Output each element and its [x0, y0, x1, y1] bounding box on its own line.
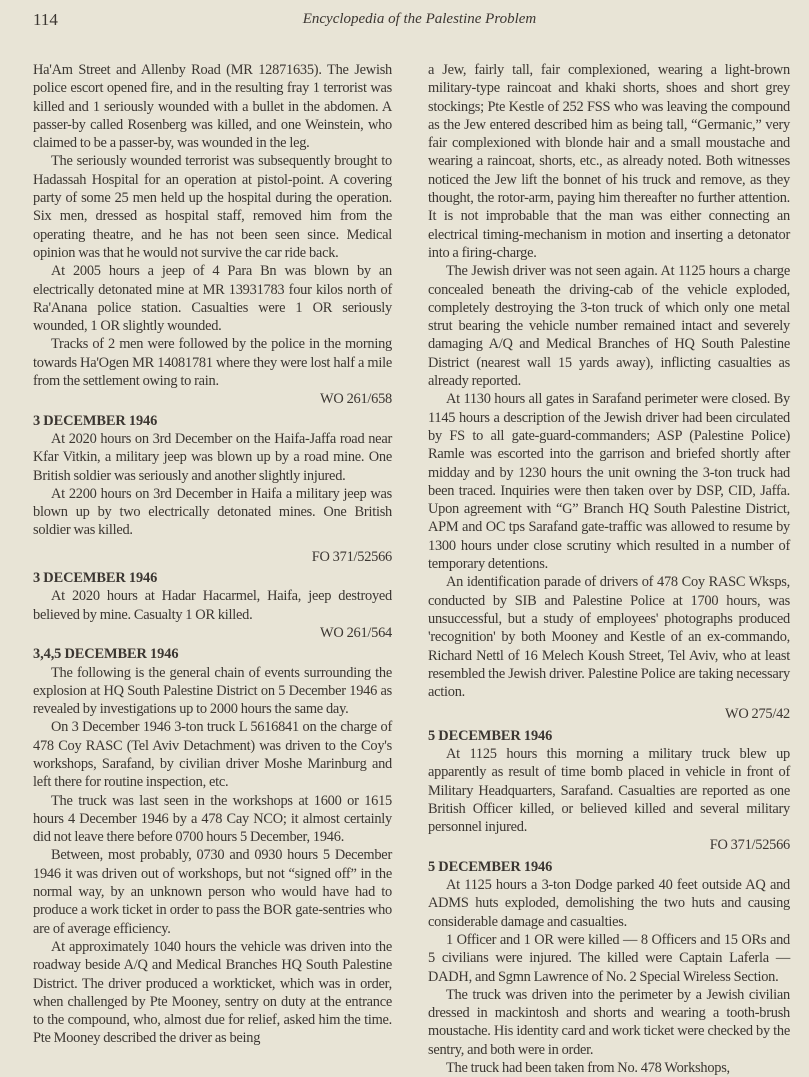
paragraph: Tracks of 2 men were followed by the police in the morning towards Ha'Ogen MR 14081781 where they were lost half a mile from the settlement owing to rain.	[33, 336, 392, 390]
paragraph: At 2020 hours at Hadar Hacarmel, Haifa, jeep destroyed believed by mine. Casualty 1 OR killed.	[33, 588, 392, 623]
paragraph: Ha'Am Street and Allenby Road (MR 12871635). The Jewish police escort opened fire, and in the resulting fray 1 terrorist was killed and 1 seriously wounded with a bullet in the abdomen. A passer-by called Rosenberg was killed, and one Weinstein, who claimed to be a passer-by, was wounded in the leg.	[33, 62, 392, 152]
source-reference: WO 261/658	[320, 391, 392, 408]
source-reference: FO 371/52566	[311, 548, 392, 565]
paragraph: An identification parade of drivers of 478 Coy RASC Wksps, conducted by SIB and Palestine Police at 1700 hours, was unsuccessful, but a study of employees' photographs produced 'recognition' by both Mooney and Kestle of an ex-commando, Richard Nettl of 16 Melech Koush Street, Tel Aviv, who at least resembled the Jewish driver. Palestine Police are taking necessary action.	[428, 574, 790, 701]
section-heading: 5 DECEMBER 1946	[428, 858, 553, 875]
section-heading: 3,4,5 DECEMBER 1946	[33, 646, 179, 663]
paragraph: The following is the general chain of events surrounding the explosion at HQ South Palestine District on 5 December 1946 as revealed by investigations up to 2000 hours the same day.	[33, 664, 392, 718]
page-number: 114	[33, 10, 58, 29]
source-reference: WO 275/42	[725, 706, 790, 723]
paragraph: a Jew, fairly tall, fair complexioned, wearing a light-brown military-type raincoat and khaki shorts, shoes and short grey stockings; Pte Kestle of 252 FSS who was leaving the compound as the Jew entered described him as being tall, “Germanic,” very fair complexioned with blonde hair and a small moustache and wearing a raincoat, shorts, etc., as already noted. Both witnesses noticed the Jew lift the bonnet of his truck and remove, as they thought, the rotor-arm, paying him thereafter no further attention. It is not improbable that the man was either connecting an electrical timing-mechanism in motion and inserting a detonator into a firing-charge.	[428, 62, 790, 261]
paragraph: At 2200 hours on 3rd December in Haifa a military jeep was blown up by two electrically detonated mines. One British soldier was killed.	[33, 485, 392, 539]
paragraph: The truck was last seen in the workshops at 1600 or 1615 hours 4 December 1946 by a 478 Cay NCO; it almost certainly did not leave there before 0700 hours 5 December, 1946.	[33, 792, 392, 846]
section-heading: 3 DECEMBER 1946	[33, 412, 158, 429]
paragraph: At 2020 hours on 3rd December on the Haifa-Jaffa road near Kfar Vitkin, a military jeep was blown up by a road mine. One British soldier was seriously and another slightly injured.	[33, 430, 392, 484]
running-title: Encyclopedia of the Palestine Problem	[302, 11, 537, 27]
paragraph: At 2005 hours a jeep of 4 Para Bn was blown by an electrically detonated mine at MR 13931783 four kilos north of Ra'Anana police station. Casualties were 1 OR seriously wounded, 1 OR slightly wounded.	[33, 263, 392, 335]
paragraph: Between, most probably, 0730 and 0930 hours 5 December 1946 it was driven out of workshops, but not “signed off” in the normal way, by an unknown person who would have had to produce a work ticket in order to pass the BOR gate-sentries who are of average efficiency.	[33, 847, 392, 937]
paragraph: The seriously wounded terrorist was subsequently brought to Hadassah Hospital for an operation at pistol-point. A covering party of some 25 men held up the hospital during the operation. Six men, dressed as hospital staff, removed him from the operating theatre, and he has not been seen since. Medical opinion was that he would not survive the car ride back.	[33, 153, 392, 261]
paragraph: 1 Officer and 1 OR were killed — 8 Officers and 15 ORs and 5 civilians were injured. The killed were Captain Laferla — DADH, and Sgmn Lawrence of No. 2 Special Wireless Section.	[428, 931, 790, 985]
paragraph: The truck was driven into the perimeter by a Jewish civilian dressed in mackintosh and shorts and wearing a tooth-brush moustache. His identity card and work ticket were checked by the sentry, and both were in order.	[428, 986, 790, 1058]
paragraph: At 1130 hours all gates in Sarafand perimeter were closed. By 1145 hours a description of the Jewish driver had been circulated by FS to all gate-guard-commanders; ASP (Palestine Police) Ramle was escorted into the garrison and briefed shortly after midday and by 1230 hours the unit owning the 3-ton truck had been traced. Inquiries were then taken over by DSP, CID, Jaffa. Upon agreement with “G” Branch HQ South Palestine District, APM and OC tps Sarafand gate-traffic was allowed to resume by 1300 hours under close scrutiny which resulted in a number of temporary detentions.	[428, 391, 790, 573]
right-column	[428, 61, 790, 1077]
paragraph: At approximately 1040 hours the vehicle was driven into the roadway beside A/Q and Medical Branches HQ South Palestine District. The driver produced a workticket, which was in order, when challenged by Pte Mooney, sentry on duty at the entrance to the compound, who, almost due for relief, asked him the time. Pte Mooney described the driver as being	[33, 938, 392, 1047]
paragraph: The truck had been taken from No. 478 Workshops,	[446, 1060, 730, 1077]
section-heading: 5 DECEMBER 1946	[428, 727, 553, 744]
section-heading: 3 DECEMBER 1946	[33, 570, 158, 587]
left-column	[33, 61, 392, 1048]
paragraph: At 1125 hours this morning a military truck blew up apparently as result of time bomb placed in vehicle in front of Military Headquarters, Sarafand. Casualties are reported as one British Officer killed, or believed killed and several military personnel injured.	[428, 745, 790, 836]
paragraph: On 3 December 1946 3-ton truck L 5616841 on the charge of 478 Coy RASC (Tel Aviv Detachment) was driven to the Coy's workshops, Sarafand, by civilian driver Moshe Marinburg and left there for routine inspection, etc.	[33, 719, 392, 791]
paragraph: The Jewish driver was not seen again. At 1125 hours a charge concealed beneath the driving-cab of the vehicle exploded, completely destroying the 3-ton truck of which only one metal strut bearing the vehicle number remained intact and severely damaging A/Q and Medical Branches of HQ South Palestine District (nearest wall 15 yards away), inflicting casualties as already reported.	[428, 263, 790, 390]
paragraph: At 1125 hours a 3-ton Dodge parked 40 feet outside AQ and ADMS huts exploded, demolishing the two huts and causing considerable damage and casualties.	[428, 877, 790, 930]
source-reference: FO 371/52566	[709, 837, 790, 854]
source-reference: WO 261/564	[320, 624, 392, 641]
